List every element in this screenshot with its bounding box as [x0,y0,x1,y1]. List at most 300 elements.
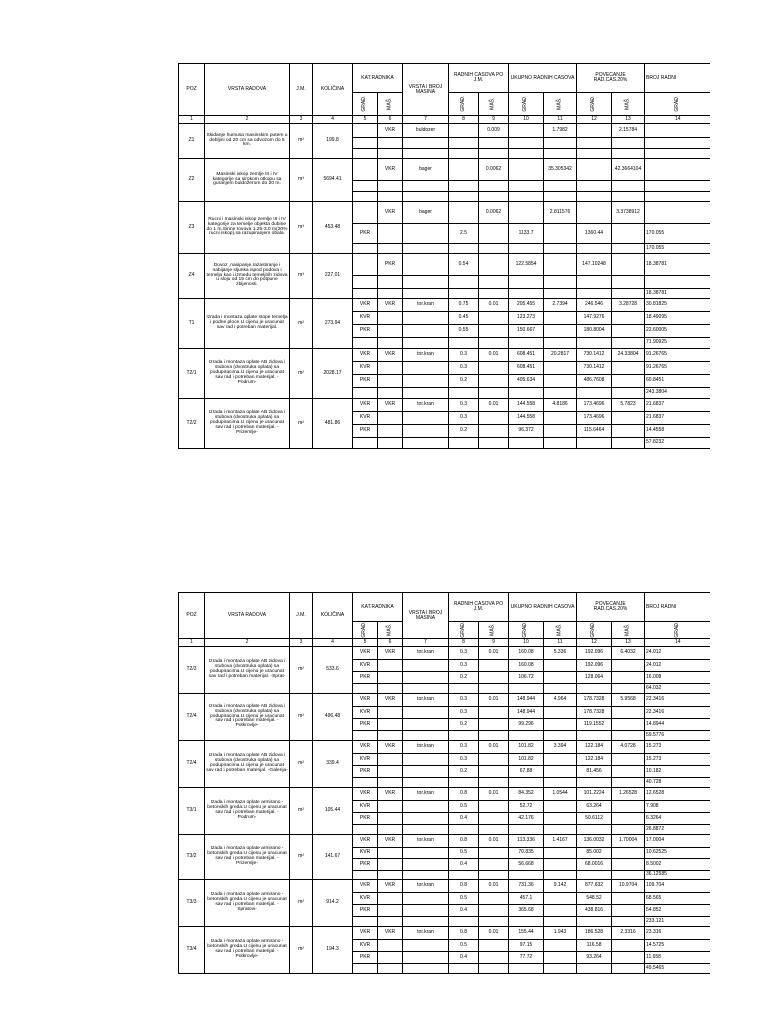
unit-of-measure: m² [290,927,313,974]
machine-type: bager [403,159,449,181]
header-ukupno-radnih-casova: UKUPNO RADNIH CASOVA [509,64,577,93]
hours-per-unit-grad [449,181,479,192]
hours-per-unit-grad: 0.3 [449,754,479,766]
total-hours-mas [544,192,577,202]
worker-count [645,149,710,159]
position-code: T2/3 [179,647,205,694]
worker-category-grad: PKR [353,859,378,871]
hours-per-unit-mas: 0.0062 [479,159,509,181]
worker-count: 170.055 [645,244,710,254]
hours-per-unit-grad [449,438,479,449]
unit-of-measure: m² [290,788,313,835]
header-jm: J.M. [290,64,313,116]
worker-category-grad: PKR [353,425,378,438]
machine-type [403,859,449,871]
total-hours-grad [509,438,544,449]
hours-per-unit-mas [479,660,509,672]
worker-category-grad: PKR [353,719,378,731]
total-hours-grad: 160.08 [509,660,544,672]
increased-hours-mas: 10.9704 [612,880,645,893]
increased-hours-mas [612,778,645,788]
worker-category-grad [353,438,378,449]
hours-per-unit-grad: 0.5 [449,893,479,905]
quantity: 2028.17 [313,349,353,399]
column-number: 2 [205,116,290,124]
worker-category-mas [378,338,403,349]
hours-per-unit-grad: 0.3 [449,707,479,719]
column-number: 9 [479,639,509,647]
worker-count: 18.49095 [645,312,710,325]
worker-category-mas: VKR [378,202,403,224]
header-vrsta-radova: VRSTA RADOVA [205,64,290,116]
work-description: Dovoz ,nasipanje,razastiranje i nabijanje sljunka ispod podova i temelja kao i izmedu temeljnih zidova u sloju od 15 cm do potpune zbijenosti. [205,254,290,299]
worker-count: 22.3416 [645,707,710,719]
hours-per-unit-grad [449,964,479,974]
vertical-header-label: GRAĐ. [459,622,466,638]
machine-type [403,425,449,438]
position-code: T2/4 [179,694,205,741]
quantity: 914.2 [313,880,353,927]
increased-hours-mas [612,254,645,276]
worker-count [645,192,710,202]
machine-type [403,825,449,835]
total-hours-mas [544,375,577,388]
hours-per-unit-grad [449,825,479,835]
column-number: 13 [612,639,645,647]
worker-category-grad: VKR [353,741,378,754]
worker-category-mas [378,149,403,159]
header-grad [645,93,710,116]
total-hours-mas: 4.8186 [544,399,577,412]
hours-per-unit-mas: 0.01 [479,399,509,412]
worker-category-grad: VKR [353,647,378,660]
total-hours-grad: 113.336 [509,835,544,848]
total-hours-mas [544,388,577,399]
hours-per-unit-mas: 0.01 [479,788,509,801]
total-hours-mas [544,905,577,917]
increased-hours-grad [577,871,612,880]
header-mas [479,93,509,116]
worker-category-grad: PKR [353,224,378,244]
worker-category-grad [353,917,378,927]
column-number: 3 [290,639,313,647]
hours-per-unit-grad: 0.4 [449,905,479,917]
total-hours-mas [544,707,577,719]
worker-count: 14.4558 [645,425,710,438]
increased-hours-grad [577,731,612,741]
column-number: 12 [577,639,612,647]
machine-type [403,801,449,813]
hours-per-unit-mas [479,754,509,766]
increased-hours-mas [612,244,645,254]
estimate-table [178,592,710,974]
increased-hours-grad: 119.1552 [577,719,612,731]
total-hours-grad: 56.668 [509,859,544,871]
header-mas [612,622,645,639]
hours-per-unit-grad [449,202,479,224]
machine-type [403,325,449,338]
work-description: Izrada i montaza oplate stope temelja i podne ploce.U cijenu je uracunat sav rad i potreban materijal. [205,299,290,349]
machine-type [403,754,449,766]
hours-per-unit-mas: 0.01 [479,349,509,362]
total-hours-mas [544,412,577,425]
machine-type [403,660,449,672]
increased-hours-grad [577,244,612,254]
quantity: 533.6 [313,647,353,694]
worker-category-grad: PKR [353,672,378,684]
total-hours-mas [544,825,577,835]
increased-hours-mas [612,276,645,289]
increased-hours-mas [612,684,645,694]
worker-category-mas: VKR [378,159,403,181]
hours-per-unit-mas: 0.01 [479,647,509,660]
hours-per-unit-grad [449,289,479,299]
hours-per-unit-mas [479,244,509,254]
worker-category-mas [378,707,403,719]
position-code: T3/2 [179,835,205,880]
column-number: 12 [577,116,612,124]
header-mas [544,622,577,639]
total-hours-mas [544,325,577,338]
total-hours-mas [544,362,577,375]
vertical-header-label: MAŠ. [386,623,393,637]
increased-hours-mas [612,801,645,813]
total-hours-grad: 365.68 [509,905,544,917]
total-hours-grad [509,192,544,202]
total-hours-grad: 160.08 [509,647,544,660]
increased-hours-mas [612,672,645,684]
total-hours-grad [509,244,544,254]
quantity: 5694.41 [313,159,353,202]
hours-per-unit-mas: 0.0062 [479,202,509,224]
increased-hours-grad [577,202,612,224]
worker-category-grad [353,149,378,159]
quantity: 105.44 [313,788,353,835]
column-number: 4 [313,639,353,647]
vertical-header-label: GRAĐ. [673,96,680,112]
worker-category-mas [378,289,403,299]
worker-category-mas [378,893,403,905]
table-row [179,694,711,707]
machine-type [403,149,449,159]
worker-count: 91.26765 [645,362,710,375]
vertical-header-label: MAŠ. [489,623,496,637]
column-number: 6 [378,639,403,647]
total-hours-grad: 42.176 [509,813,544,825]
hours-per-unit-grad [449,778,479,788]
worker-category-mas [378,754,403,766]
total-hours-mas [544,731,577,741]
worker-count: 36.12585 [645,871,710,880]
machine-type [403,940,449,952]
machine-type [403,438,449,449]
worker-category-grad: KVR [353,312,378,325]
total-hours-mas [544,778,577,788]
worker-category-grad: KVR [353,660,378,672]
total-hours-grad [509,138,544,149]
machine-type [403,192,449,202]
position-code: Z2 [179,159,205,202]
machine-type [403,276,449,289]
increased-hours-grad: 246.546 [577,299,612,312]
worker-category-mas [378,964,403,974]
increased-hours-mas [612,859,645,871]
worker-count: 22.3416 [645,694,710,707]
hours-per-unit-grad: 0.8 [449,835,479,848]
total-hours-grad: 205.455 [509,299,544,312]
hours-per-unit-mas [479,224,509,244]
increased-hours-grad [577,159,612,181]
worker-category-grad: VKR [353,788,378,801]
hours-per-unit-grad: 0.3 [449,647,479,660]
worker-category-mas [378,362,403,375]
hours-per-unit-grad [449,138,479,149]
vertical-header-label: MAŠ. [624,623,631,637]
total-hours-grad: 52.72 [509,801,544,813]
header-ukupno-radnih-casova: UKUPNO RADNIH CASOVA [509,593,577,622]
hours-per-unit-mas [479,859,509,871]
hours-per-unit-mas [479,952,509,964]
increased-hours-mas [612,375,645,388]
hours-per-unit-mas [479,412,509,425]
machine-type [403,917,449,927]
worker-category-grad: KVR [353,801,378,813]
worker-category-mas [378,438,403,449]
worker-count: 15.273 [645,754,710,766]
column-number: 14 [645,116,710,124]
worker-category-mas [378,181,403,192]
hours-per-unit-grad: 0.2 [449,425,479,438]
work-description: Izrada i montaza oplate AB zidova i stubova (dvostruka oplata) sa podupiracima.U cijenu je uracunat sav rad i potreban materijal. -Podrum- [205,349,290,399]
worker-category-grad: PKR [353,952,378,964]
increased-hours-mas [612,181,645,192]
header-grad [577,622,612,639]
header-kolicina: KOLIČINA [313,64,353,116]
total-hours-mas [544,719,577,731]
worker-count: 109.704 [645,880,710,893]
increased-hours-mas [612,224,645,244]
worker-count: 91.26765 [645,349,710,362]
increased-hours-grad [577,917,612,927]
total-hours-mas [544,940,577,952]
machine-type [403,813,449,825]
unit-of-measure: m² [290,349,313,399]
worker-category-mas [378,244,403,254]
total-hours-grad: 608.451 [509,362,544,375]
total-hours-grad: 148.944 [509,694,544,707]
worker-count: 24.012 [645,647,710,660]
table-row [179,202,711,224]
vertical-header-label: GRAĐ. [522,96,529,112]
total-hours-mas: 1.0544 [544,788,577,801]
worker-category-mas: VKR [378,647,403,660]
increased-hours-grad: 877.632 [577,880,612,893]
worker-count: 40.728 [645,778,710,788]
hours-per-unit-mas [479,438,509,449]
hours-per-unit-grad: 0.3 [449,362,479,375]
vertical-header-label: GRAĐ. [361,622,368,638]
header-broj-radnih: BROJ RADNI [645,64,710,93]
total-hours-grad: 77.72 [509,952,544,964]
worker-category-mas [378,905,403,917]
header-grad [509,622,544,639]
total-hours-grad [509,731,544,741]
worker-category-mas [378,859,403,871]
worker-category-grad [353,159,378,181]
increased-hours-grad: 122.184 [577,754,612,766]
worker-count: 14.8944 [645,719,710,731]
table-row [179,647,711,660]
quantity: 227.01 [313,254,353,299]
increased-hours-grad: 192.096 [577,660,612,672]
increased-hours-mas: 2.15784 [612,124,645,138]
machine-type [403,289,449,299]
total-hours-mas [544,813,577,825]
position-code: T1 [179,299,205,349]
increased-hours-grad [577,388,612,399]
header-povecanje: POVECANJE RAD.CAS.20% [577,64,645,93]
header-grad [645,622,710,639]
worker-category-mas [378,848,403,859]
header-radnih-casova: RADNIH CASOVA PO J.M. [449,593,509,622]
worker-category-grad [353,684,378,694]
increased-hours-grad [577,338,612,349]
total-hours-grad: 144.558 [509,399,544,412]
header-mas [479,622,509,639]
increased-hours-grad: 115.6464 [577,425,612,438]
worker-count [645,202,710,224]
hours-per-unit-grad [449,871,479,880]
increased-hours-mas: 1.70004 [612,835,645,848]
header-grad [577,93,612,116]
increased-hours-grad: 178.7328 [577,707,612,719]
increased-hours-mas: 6.4032 [612,647,645,660]
increased-hours-grad: 730.1412 [577,349,612,362]
position-code: T2/4 [179,741,205,788]
hours-per-unit-grad: 0.3 [449,349,479,362]
total-hours-grad: 67.88 [509,766,544,778]
worker-category-grad [353,181,378,192]
hours-per-unit-mas [479,276,509,289]
total-hours-grad: 122.5854 [509,254,544,276]
increased-hours-grad: 173.4696 [577,412,612,425]
increased-hours-grad [577,181,612,192]
increased-hours-grad: 122.184 [577,741,612,754]
increased-hours-grad [577,276,612,289]
total-hours-mas [544,289,577,299]
increased-hours-mas [612,719,645,731]
table-row [179,927,711,940]
position-code: Z3 [179,202,205,254]
hours-per-unit-grad [449,388,479,399]
machine-type [403,338,449,349]
hours-per-unit-mas: 0.01 [479,880,509,893]
machine-type [403,893,449,905]
unit-of-measure: m² [290,124,313,159]
machine-type: bager [403,202,449,224]
worker-category-mas: VKR [378,694,403,707]
total-hours-grad [509,124,544,138]
worker-category-grad: KVR [353,848,378,859]
hours-per-unit-mas [479,149,509,159]
hours-per-unit-mas [479,893,509,905]
worker-category-grad [353,289,378,299]
machine-type [403,684,449,694]
worker-category-grad: KVR [353,940,378,952]
worker-category-mas: VKR [378,399,403,412]
total-hours-grad [509,825,544,835]
hours-per-unit-mas [479,825,509,835]
column-number: 8 [449,639,479,647]
increased-hours-grad [577,684,612,694]
worker-category-mas [378,766,403,778]
machine-type: tor.kran [403,835,449,848]
worker-count: 57.8232 [645,438,710,449]
worker-category-grad [353,276,378,289]
work-description: Rucni i masinski iskop zemlje III i IV kategorije za temelje objekta dubine do 1 m.Sirine rovova 1.25-3.0 m(20% rucni iskop),sa razupiranjem obala. [205,202,290,254]
machine-type [403,719,449,731]
worker-category-grad [353,964,378,974]
hours-per-unit-grad [449,684,479,694]
machine-type [403,244,449,254]
work-description: Izada i montaza oplate armirano -betonskih greda.U cijenu je uracunat sav rad i potreban materijal. -Spratovi- [205,880,290,927]
header-grad [353,622,378,639]
header-kat-radnika: KAT.RADNIKA [353,593,403,622]
increased-hours-grad: 85.002 [577,848,612,859]
hours-per-unit-grad: 2.5 [449,224,479,244]
quantity: 496.48 [313,694,353,741]
quantity: 199.8 [313,124,353,159]
worker-count [645,124,710,138]
column-number: 1 [179,116,205,124]
worker-category-grad: PKR [353,766,378,778]
worker-count: 10.182 [645,766,710,778]
increased-hours-mas [612,813,645,825]
hours-per-unit-mas: 0.009 [479,124,509,138]
increased-hours-mas [612,425,645,438]
increased-hours-grad [577,825,612,835]
vertical-header-label: GRAĐ. [361,96,368,112]
unit-of-measure: m² [290,694,313,741]
hours-per-unit-grad [449,917,479,927]
total-hours-mas [544,893,577,905]
total-hours-mas [544,425,577,438]
worker-category-mas [378,672,403,684]
total-hours-mas [544,871,577,880]
hours-per-unit-mas: 0.01 [479,694,509,707]
header-kolicina: KOLIČINA [313,593,353,639]
machine-type [403,731,449,741]
unit-of-measure: m³ [290,159,313,202]
worker-category-grad [353,388,378,399]
total-hours-grad: 155.44 [509,927,544,940]
header-vrsta-broj-masina: VRSTA I BROJ MASINA [403,593,449,639]
total-hours-grad: 608.451 [509,349,544,362]
worker-count: 60.8451 [645,375,710,388]
increased-hours-grad: 116.58 [577,940,612,952]
hours-per-unit-mas [479,801,509,813]
machine-type [403,312,449,325]
increased-hours-grad [577,964,612,974]
worker-category-grad [353,202,378,224]
worker-category-grad [353,244,378,254]
hours-per-unit-mas [479,848,509,859]
hours-per-unit-mas [479,375,509,388]
increased-hours-grad [577,289,612,299]
hours-per-unit-mas [479,325,509,338]
worker-category-grad: KVR [353,754,378,766]
work-description: Masinski iskop zemlje III i IV kategorije sa sirokom otkopu sa guranjem buldožerom do 20 m. [205,159,290,202]
